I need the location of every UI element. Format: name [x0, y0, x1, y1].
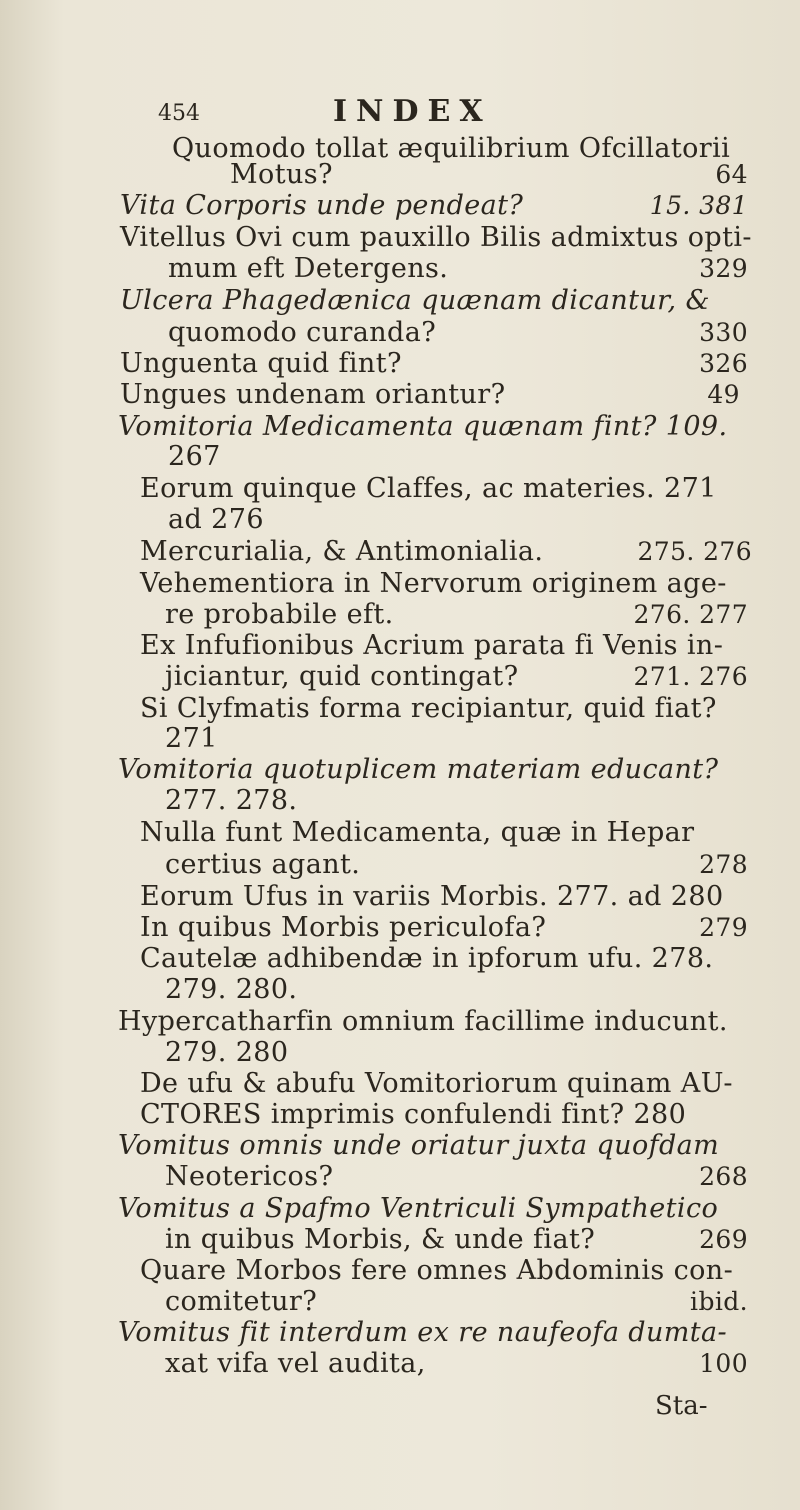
index-line: 279. 280. [165, 974, 298, 1005]
index-line: jiciantur, quid contingat? 271. 276 [165, 661, 748, 692]
index-line: ad 276 [168, 504, 264, 535]
index-line: Vitellus Ovi cum pauxillo Bilis admixtus opti- [120, 222, 752, 253]
index-line: Hypercatharfin omnium facillime inducunt. [118, 1006, 728, 1037]
index-line: quomodo curanda? 330 [168, 317, 748, 348]
index-line: Vomitus omnis unde oriatur juxta quofdam [118, 1130, 720, 1161]
index-line: Nulla funt Medicamenta, quæ in Hepar [140, 817, 695, 848]
index-line: Mercurialia, & Antimonialia. 275. 276 [140, 536, 752, 567]
index-line: Ungues undenam oriantur? 49 [120, 379, 740, 410]
index-line: Eorum quinque Claffes, ac materies. 271 [140, 473, 717, 504]
index-line: De ufu & abufu Vomitoriorum quinam AU- [140, 1068, 733, 1099]
index-line: Vomitoria Medicamenta quænam fint? 109. [118, 411, 728, 442]
index-line: Quomodo tollat æquilibrium Ofcillatorii [172, 133, 731, 164]
page-number: 454 [158, 101, 200, 126]
index-line: 277. 278. [165, 785, 298, 816]
index-line: Vomitoria quotuplicem materiam educant? [118, 754, 719, 785]
index-line: Cautelæ adhibendæ in ipforum ufu. 278. [140, 943, 714, 974]
index-line: certius agant. 278 [165, 849, 748, 880]
index-line: Unguenta quid fint? 326 [120, 348, 748, 379]
index-line: Vita Corporis unde pendeat? 15. 381 [120, 190, 748, 221]
running-head: INDEX [333, 94, 492, 129]
index-line: Ex Infufionibus Acrium parata fi Venis in- [140, 630, 724, 661]
index-line: in quibus Morbis, & unde fiat? 269 [165, 1224, 748, 1255]
index-line: In quibus Morbis periculofa? 279 [140, 912, 748, 943]
index-line: mum eft Detergens. 329 [168, 253, 748, 284]
index-line: Ulcera Phagedænica quænam dicantur, & [120, 285, 710, 316]
index-line: Vehementiora in Nervorum originem age- [140, 568, 727, 599]
index-line: re probabile eft. 276. 277 [165, 599, 748, 630]
index-line: comitetur? ibid. [165, 1286, 748, 1317]
index-line: Si Clyfmatis forma recipiantur, quid fiat? [140, 693, 717, 724]
index-line: Quare Morbos fere omnes Abdominis con- [140, 1255, 734, 1286]
index-line: Motus? 64 [230, 159, 748, 190]
catchword: Sta- [655, 1391, 708, 1421]
index-line: Neotericos? 268 [165, 1161, 748, 1192]
index-line: Eorum Ufus in variis Morbis. 277. ad 280 [140, 881, 724, 912]
index-line: Vomitus fit interdum ex re naufeofa dumta- [118, 1317, 728, 1348]
index-line: 279. 280 [165, 1037, 289, 1068]
page-header [158, 94, 738, 130]
index-line: 271 [165, 723, 218, 754]
index-line: Vomitus a Spafmo Ventriculi Sympathetico [118, 1193, 719, 1224]
index-line: xat vifa vel audita, 100 [165, 1348, 748, 1379]
index-line: 267 [168, 441, 221, 472]
index-line: CTORES imprimis confulendi fint? 280 [140, 1099, 687, 1130]
